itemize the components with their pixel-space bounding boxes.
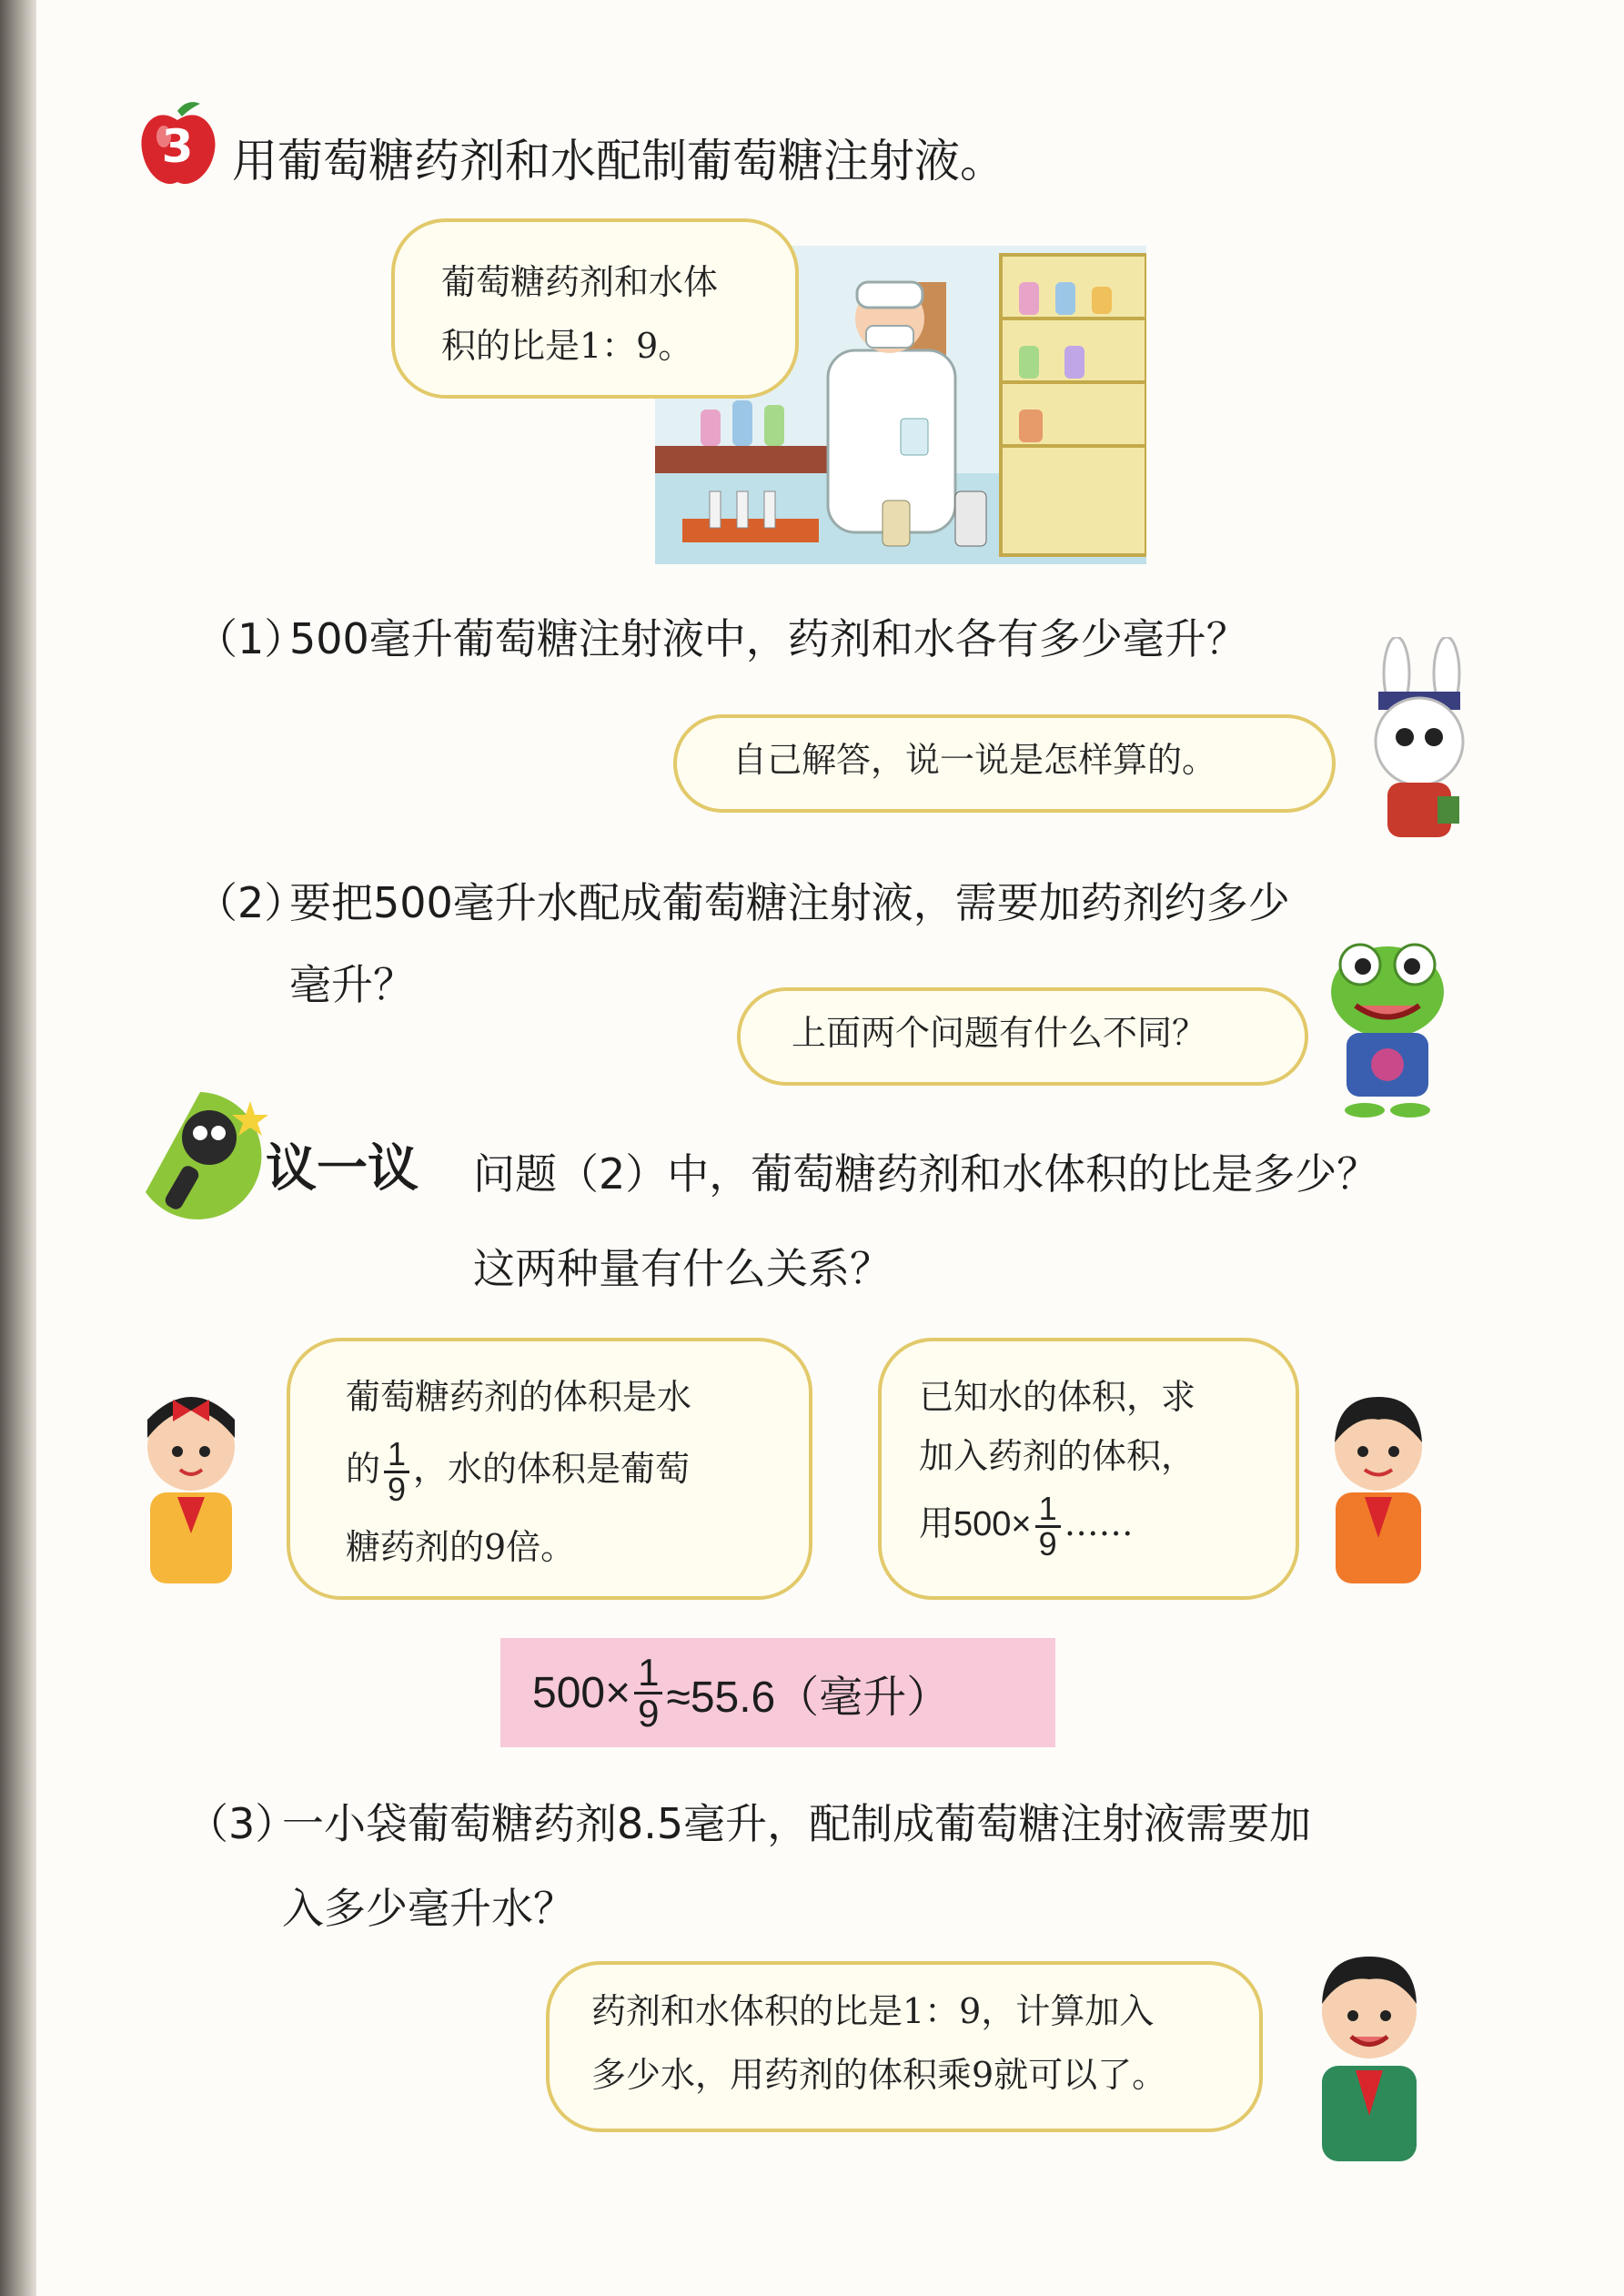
q2-line1: 要把500毫升水配成葡萄糖注射液，需要加药剂约多少: [289, 878, 1290, 927]
doctor-bubble-line1: 葡萄糖药剂和水体: [441, 262, 719, 302]
girl-bubble-line1: 葡萄糖药剂的体积是水: [346, 1377, 692, 1417]
rabbit-bubble-text: 自己解答，说一说是怎样算的。: [732, 740, 1217, 780]
girl-bubble-line2: [346, 1435, 691, 1508]
q1-label: （1）: [196, 614, 307, 663]
boy-bubble-line2: 加入药剂的体积，: [919, 1436, 1196, 1476]
formula-fraction-denominator: 9: [638, 1691, 660, 1735]
girl-fraction-denominator: 9: [388, 1471, 407, 1508]
apple-icon: [136, 100, 218, 191]
formula-post: ≈55.6（毫升）: [666, 1673, 951, 1722]
discuss-label: 议一议: [266, 1139, 419, 1199]
girl-fraction: [384, 1435, 409, 1508]
girl-bubble-line2-pre: 的: [346, 1449, 381, 1489]
rabbit-figure: [1347, 637, 1492, 855]
frog-figure: [1319, 937, 1456, 1119]
problem-number: 3: [161, 120, 194, 173]
discuss-line2: 这两种量有什么关系？: [473, 1244, 892, 1293]
boy-bubble-line1: 已知水的体积，求: [919, 1377, 1196, 1417]
formula-pre: 500×: [532, 1668, 631, 1717]
q2-label: （2）: [196, 878, 307, 927]
discuss-icon: [127, 1083, 273, 1229]
boy-fraction: [1035, 1492, 1061, 1561]
q1-text: 500毫升葡萄糖注射液中，药剂和水各有多少毫升？: [289, 614, 1248, 663]
boy-bubble-line3-pre: 用500×: [919, 1505, 1032, 1543]
frog-bubble-text: 上面两个问题有什么不同？: [792, 1013, 1207, 1053]
boy2-figure: [1296, 1938, 1442, 2166]
book-spine: [0, 0, 36, 2296]
boy-fraction-denominator: 9: [1038, 1525, 1057, 1563]
q3-bubble-line2: 多少水，用药剂的体积乘9就可以了。: [591, 2055, 1167, 2095]
discuss-line1: 问题（2）中，葡萄糖药剂和水体积的比是多少？: [473, 1149, 1379, 1199]
boy-figure: [1310, 1383, 1447, 1593]
formula-fraction-numerator: 1: [634, 1654, 662, 1694]
boy-bubble-line3-post: ……: [1064, 1503, 1134, 1543]
problem-title: 用葡萄糖药剂和水配制葡萄糖注射液。: [232, 135, 1005, 187]
q3-line2: 入多少毫升水？: [282, 1884, 575, 1933]
q3-bubble-line1: 药剂和水体积的比是1：9，计算加入: [591, 1991, 1155, 2031]
girl-bubble-line3: 糖药剂的9倍。: [346, 1527, 576, 1567]
q3-line1: 一小袋葡萄糖药剂8.5毫升，配制成葡萄糖注射液需要加: [282, 1799, 1312, 1848]
girl-fraction-numerator: 1: [384, 1438, 409, 1473]
doctor-bubble-line2: 积的比是1：9。: [441, 326, 693, 366]
q3-label: （3）: [187, 1799, 298, 1848]
formula: [532, 1638, 950, 1747]
girl-figure: [127, 1383, 255, 1593]
girl-bubble-line2-post: ，水的体积是葡萄: [413, 1449, 691, 1489]
q2-line2: 毫升？: [289, 960, 415, 1009]
formula-fraction: [634, 1650, 662, 1735]
boy-bubble-line3: [919, 1492, 1134, 1561]
boy-fraction-numerator: 1: [1035, 1492, 1061, 1528]
